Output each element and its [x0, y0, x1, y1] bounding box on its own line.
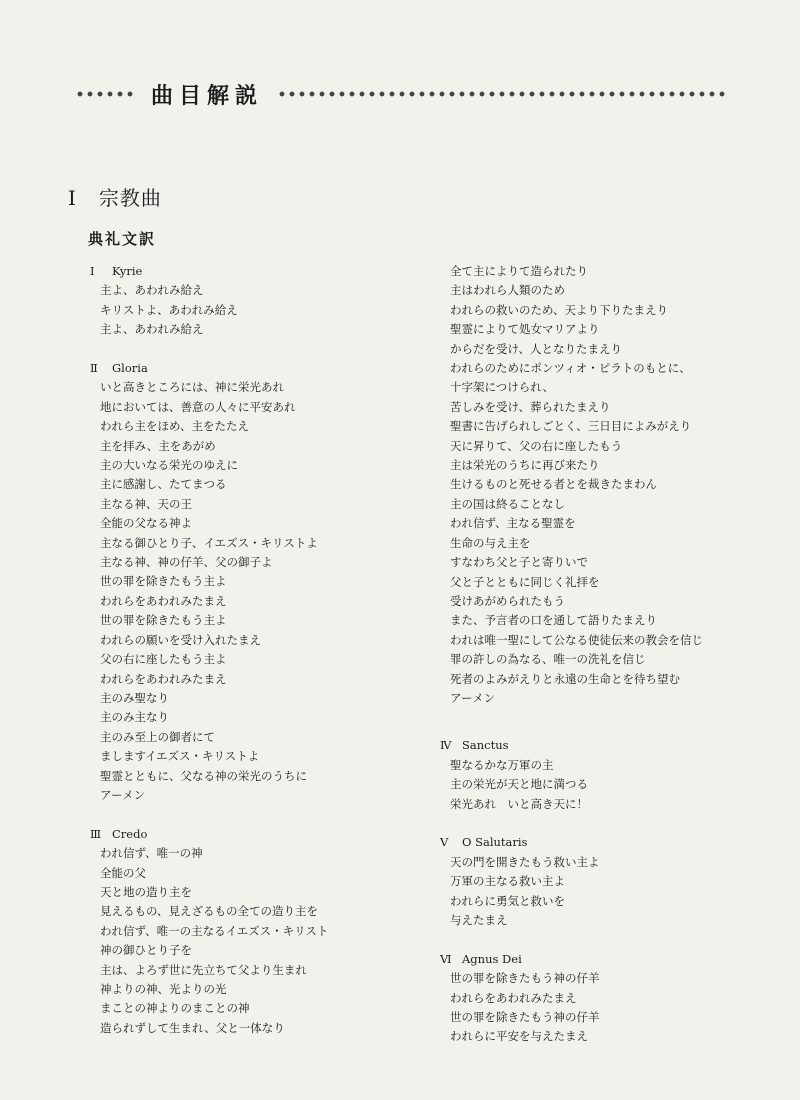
text-line: 主を拝み、主をあがめ — [100, 438, 216, 453]
text-line: 全能の父 — [100, 865, 146, 880]
text-line: 造られずして生まれ、父と一体なり — [100, 1020, 285, 1035]
text-line: 主なる御ひとり子、イエズス・キリストよ — [100, 535, 318, 550]
text-line: 聖書に告げられしごとく、三日目によみがえり — [450, 419, 692, 434]
text-line: われは唯一聖にして公なる使徒伝来の教会を信じ — [450, 632, 703, 647]
text-line: 世の罪を除きたもう主よ — [100, 613, 227, 628]
text-line: 罪の許しの為なる、唯一の洗礼を信じ — [450, 652, 646, 667]
text-line: 生けるものと死せる者とを裁きたまわん — [450, 477, 657, 492]
text-line: 聖霊とともに、父なる神の栄光のうちに — [100, 768, 307, 783]
text-line: われらをあわれみたまえ — [450, 990, 577, 1005]
text-line: われ信ず、唯一の主なるイエズス・キリスト — [100, 923, 329, 938]
text-line: 死者のよみがえりと永遠の生命とを待ち望む — [450, 671, 680, 686]
text-line: われらのためにポンツィオ・ピラトのもとに、 — [450, 361, 691, 376]
text-line: われら主をほめ、主をたたえ — [100, 419, 250, 434]
text-line: からだを受け、人となりたまえり — [450, 341, 623, 356]
part-numeral: Ⅱ — [90, 361, 98, 376]
text-line: 父の右に座したもう主よ — [100, 652, 227, 667]
text-line: 聖なるかな万軍の主 — [450, 757, 554, 772]
part-heading — [440, 736, 740, 755]
text-line: 主なる神、天の王 — [100, 496, 192, 511]
text-line: 万軍の主なる救い主よ — [450, 874, 565, 889]
text-line: 主のみ主なり — [100, 710, 169, 725]
liturgy-part-continued — [440, 262, 740, 708]
text-line: 栄光あれ いと高き天に！ — [450, 796, 588, 811]
text-line: 受けあがめられたもう — [450, 593, 565, 608]
text-line: 世の罪を除きたもう主よ — [100, 574, 227, 589]
part-title: Agnus Dei — [462, 951, 522, 966]
ornament-right — [277, 89, 725, 99]
text-line: 神の御ひとり子を — [100, 943, 192, 958]
part-title: Kyrie — [112, 264, 143, 278]
text-line: 見えるもの、見えざるもの全ての造り主を — [100, 904, 319, 919]
liturgy-part — [90, 359, 410, 805]
text-line: 全て主によりて造られたり — [450, 264, 588, 278]
part-heading — [90, 825, 410, 844]
liturgy-part — [90, 825, 410, 1038]
text-line: 十字架につけられ、 — [450, 380, 554, 395]
part-numeral: Ⅵ — [440, 951, 452, 966]
text-line: まことの神よりのまことの神 — [100, 1001, 250, 1016]
subsection-title: 典礼文訳 — [88, 230, 157, 248]
text-line: 地においては、善意の人々に平安あれ — [100, 399, 296, 414]
text-line: ましますイエズス・キリストよ — [100, 749, 260, 764]
text-line: われ信ず、主なる聖霊を — [450, 516, 576, 531]
part-numeral: Ⅰ — [90, 264, 95, 278]
part-heading — [90, 359, 410, 378]
page-title: 曲目解説 — [151, 83, 264, 109]
text-line: 主のみ聖なり — [100, 690, 169, 705]
text-line: いと高きところには、神に栄光あれ — [100, 380, 284, 395]
ornament-left — [75, 89, 133, 99]
left-column — [90, 262, 410, 1058]
text-line: われらをあわれみたまえ — [100, 671, 227, 686]
text-line: 主の栄光が天と地に満つる — [450, 777, 588, 792]
part-title: Sanctus — [462, 738, 509, 753]
text-line: すなわち父と子と寄りいで — [450, 555, 588, 570]
part-title: O Salutaris — [462, 835, 528, 850]
liturgy-part — [440, 736, 740, 814]
text-line: 主の国は終ることなし — [450, 496, 565, 511]
text-line: 天に昇りて、父の右に座したもう — [450, 438, 623, 453]
text-line: アーメン — [100, 787, 146, 802]
text-line: 主の大いなる栄光のゆえに — [100, 458, 238, 473]
liturgy-part — [90, 262, 410, 340]
text-line: われらに勇気と救いを — [450, 893, 565, 908]
text-line: 与えたまえ — [450, 912, 508, 927]
part-numeral: Ⅳ — [440, 738, 452, 753]
part-title: Credo — [112, 826, 148, 841]
text-line: アーメン — [450, 690, 496, 705]
section-title — [68, 182, 162, 211]
text-line: 全能の父なる神よ — [100, 516, 192, 531]
part-heading — [440, 833, 740, 852]
section-number: Ⅰ — [68, 186, 77, 210]
liturgy-part — [440, 833, 740, 930]
text-line: 天と地の造り主を — [100, 884, 192, 899]
liturgy-part — [440, 950, 740, 1047]
part-numeral: Ⅴ — [440, 835, 449, 850]
text-line: 主のみ至上の御者にて — [100, 729, 215, 744]
text-line: 神よりの神、光よりの光 — [100, 982, 227, 996]
text-line: われらの願いを受け入れたまえ — [100, 632, 261, 647]
text-line: キリストよ、あわれみ給え — [100, 302, 238, 317]
text-line: 世の罪を除きたもう神の仔羊 — [450, 1010, 600, 1024]
text-line: われ信ず、唯一の神 — [100, 846, 203, 861]
text-line: われらに平安を与えたまえ — [450, 1029, 588, 1044]
text-line: 天の門を開きたもう救い主よ — [450, 854, 600, 869]
text-line: 聖霊によりて処女マリアより — [450, 322, 600, 337]
text-line: 父と子とともに同じく礼拝を — [450, 574, 600, 589]
text-line: また、予言者の口を通して語りたまえり — [450, 613, 657, 628]
text-line: 主よ、あわれみ給え — [100, 283, 204, 298]
page-header — [75, 78, 725, 110]
text-line: われらの救いのため、天より下りたまえり — [450, 302, 669, 317]
right-column — [440, 262, 740, 1066]
section-title-text: 宗教曲 — [98, 186, 162, 210]
text-line: 苦しみを受け、葬られたまえり — [450, 399, 611, 414]
part-numeral: Ⅲ — [90, 826, 102, 841]
text-line: われらをあわれみたまえ — [100, 593, 227, 608]
text-line: 生命の与え主を — [450, 535, 531, 550]
text-line: 主は、よろず世に先立ちて父より生まれ — [100, 962, 307, 977]
text-line: 主よ、あわれみ給え — [100, 322, 204, 337]
text-line: 主なる神、神の仔羊、父の御子よ — [100, 555, 273, 570]
text-line: 主に感謝し、たてまつる — [100, 477, 227, 492]
text-line: 世の罪を除きたもう神の仔羊 — [450, 971, 600, 986]
part-title: Gloria — [112, 361, 148, 376]
text-line: 主はわれら人類のため — [450, 283, 565, 298]
part-heading — [440, 950, 740, 969]
part-heading — [90, 262, 410, 281]
text-line: 主は栄光のうちに再び来たり — [450, 458, 600, 473]
